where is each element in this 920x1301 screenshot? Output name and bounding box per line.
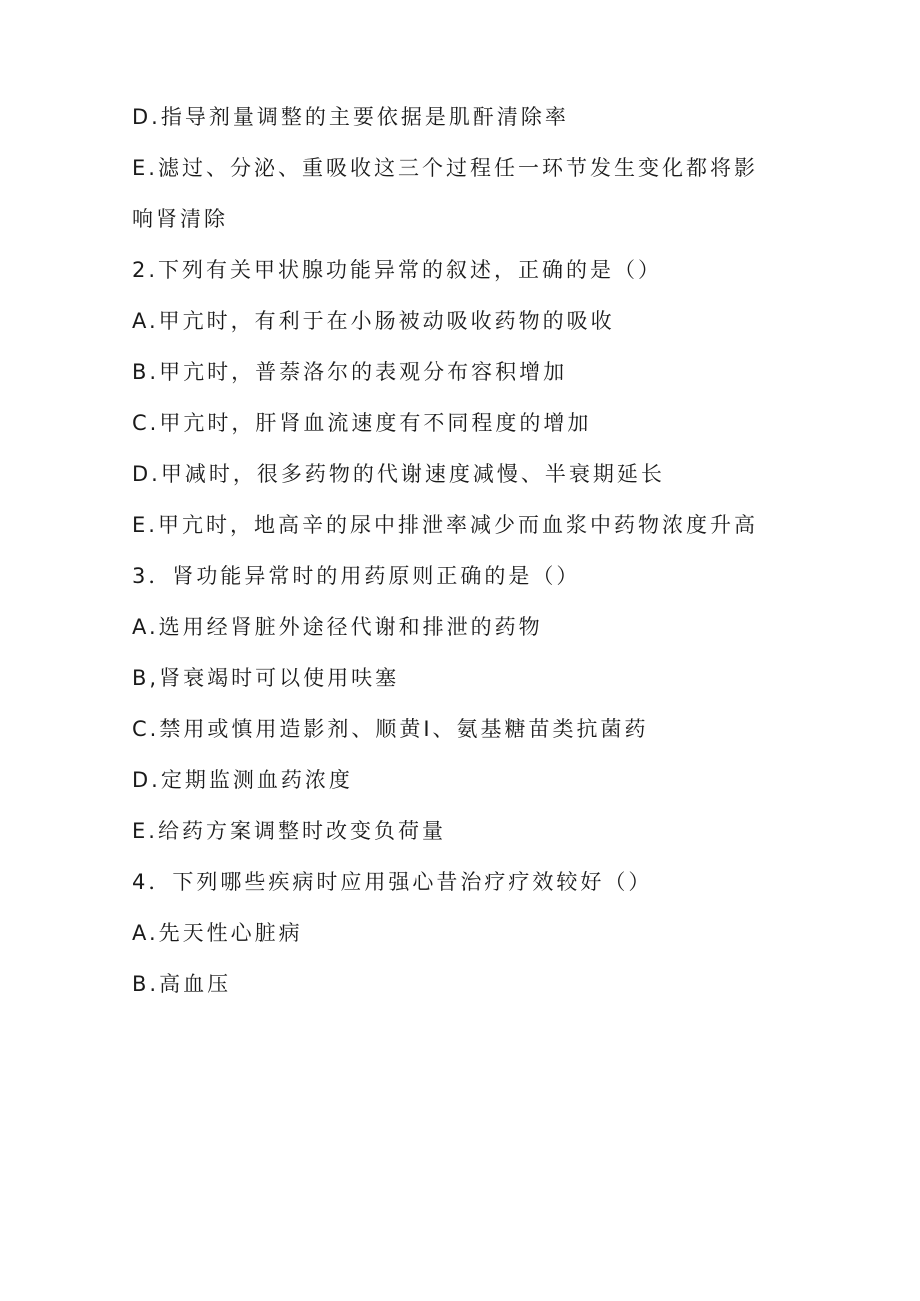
option-line: C.甲亢时，肝肾血流速度有不同程度的增加 [132,411,592,435]
option-line: B,肾衰竭时可以使用呋塞 [132,666,400,690]
question-4: 4．下列哪些疾病时应用强心昔治疗疗效较好（） [132,870,653,894]
option-line: C.禁用或慎用造影剂、顺黄I、氨基糖苗类抗菌药 [132,717,649,741]
option-line: A.先天性心脏病 [132,921,303,945]
option-line: B.高血压 [132,972,232,996]
option-line: A.甲亢时，有利于在小肠被动吸收药物的吸收 [132,309,615,333]
question-2: 2.下列有关甲状腺功能异常的叙述，正确的是（） [132,258,663,282]
option-line: A.选用经肾脏外途径代谢和排泄的药物 [132,615,543,639]
option-line-continuation: 响肾清除 [132,207,228,231]
option-line: D.甲减时，很多药物的代谢速度减慢、半衰期延长 [132,462,665,486]
question-3: 3．肾功能异常时的用药原则正确的是（） [132,564,581,588]
option-line: D.定期监测血药浓度 [132,768,353,792]
option-line: E.甲亢时，地高辛的尿中排泄率减少而血浆中药物浓度升高 [132,513,758,537]
option-line: B.甲亢时，普萘洛尔的表观分布容积增加 [132,360,568,384]
option-line: E.给药方案调整时改变负荷量 [132,819,446,843]
option-line: D.指导剂量调整的主要依据是肌酐清除率 [132,105,569,129]
option-line: E.滤过、分泌、重吸收这三个过程任一环节发生变化都将影 [132,156,758,180]
